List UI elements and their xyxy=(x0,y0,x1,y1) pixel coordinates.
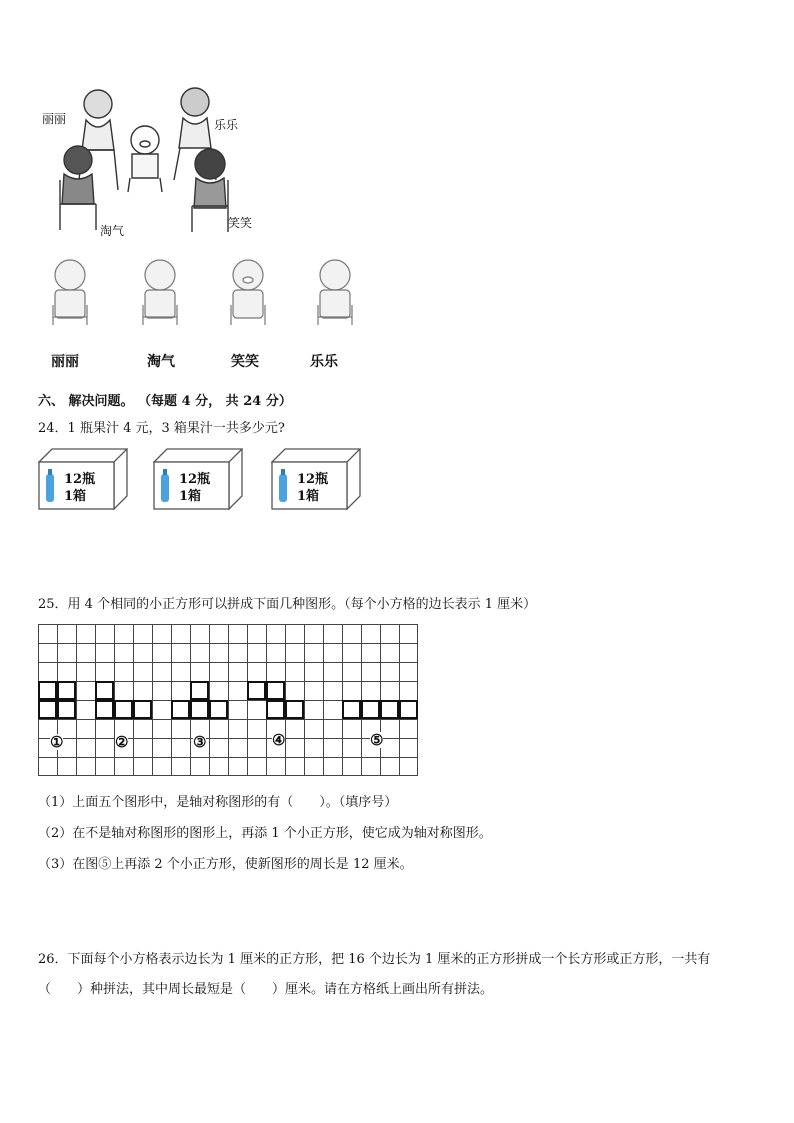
shape5-cell xyxy=(342,700,361,719)
box-label-cases: 1箱 xyxy=(64,489,87,504)
q25-text: 25．用 4 个相同的小正方形可以拼成下面几种图形。（每个小方格的边长表示 1 厘米） xyxy=(38,597,537,612)
q25-sub2: （2）在不是轴对称图形的图形上，再添 1 个小正方形，使它成为轴对称图形。 xyxy=(38,826,492,841)
bottle-icon xyxy=(161,474,169,502)
section-title: 六、 解决问题。 （每题 4 分， 共 24 分） xyxy=(38,394,292,409)
q25-sub3: （3）在图⑤上再添 2 个小正方形，使新图形的周长是 12 厘米。 xyxy=(38,857,413,872)
shape-number-4: ④ xyxy=(272,731,286,749)
box-label-bottles: 12瓶 xyxy=(297,472,329,487)
box-label-bottles: 12瓶 xyxy=(64,472,96,487)
q24-text: 24．1 瓶果汁 4 元，3 箱果汁一共多少元? xyxy=(38,421,285,436)
view-label-1: 丽丽 xyxy=(51,354,79,370)
view-label-3: 笑笑 xyxy=(231,354,259,370)
name-xiaoxiao: 笑笑 xyxy=(228,216,253,230)
juice-box-3 xyxy=(271,448,361,510)
scene-illustration xyxy=(40,80,270,240)
shape5-cell xyxy=(380,700,399,719)
shape3-cell xyxy=(209,700,228,719)
pig-view-drawings xyxy=(45,255,375,330)
box-label-bottles: 12瓶 xyxy=(179,472,211,487)
q25-sub1: （1）上面五个图形中，是轴对称图形的有（ ）。（填序号） xyxy=(38,795,398,810)
bottle-icon xyxy=(46,474,54,502)
shape2-cell xyxy=(133,700,152,719)
juice-box-1 xyxy=(38,448,128,510)
shape1-cell xyxy=(38,681,57,700)
box-label-cases: 1箱 xyxy=(179,489,202,504)
pig-views xyxy=(45,255,375,375)
shape1-cell xyxy=(57,681,76,700)
box-label-cases: 1箱 xyxy=(297,489,320,504)
shape4-cell xyxy=(266,681,285,700)
shape5-cell xyxy=(399,700,418,719)
shape3-cell xyxy=(190,681,209,700)
shape2-cell xyxy=(95,681,114,700)
name-lele: 乐乐 xyxy=(214,118,239,132)
shape4-cell xyxy=(266,700,285,719)
name-lili: 丽丽 xyxy=(42,112,67,126)
shape2-cell xyxy=(95,700,114,719)
shape2-cell xyxy=(114,700,133,719)
q26-line1: 26．下面每个小方格表示边长为 1 厘米的正方形，把 16 个边长为 1 厘米的正方形拼成一个长方形或正方形，一共有 xyxy=(38,952,711,967)
shape5-cell xyxy=(361,700,380,719)
shape1-cell xyxy=(38,700,57,719)
name-taoqi: 淘气 xyxy=(100,224,125,238)
shape3-cell xyxy=(190,700,209,719)
juice-box-2 xyxy=(153,448,243,510)
shape3-cell xyxy=(171,700,190,719)
shape4-cell xyxy=(247,681,266,700)
view-label-2: 淘气 xyxy=(147,354,175,370)
q26-line2: （ ）种拼法，其中周长最短是（ ）厘米。请在方格纸上画出所有拼法。 xyxy=(38,982,494,997)
shape-number-3: ③ xyxy=(193,733,207,751)
shape4-cell xyxy=(285,700,304,719)
view-label-4: 乐乐 xyxy=(310,354,338,370)
shape-number-2: ② xyxy=(115,733,129,751)
shape-number-1: ① xyxy=(50,733,64,751)
shape-number-5: ⑤ xyxy=(370,731,384,749)
bottle-icon xyxy=(279,474,287,502)
square-grid xyxy=(38,624,418,776)
shape1-cell xyxy=(57,700,76,719)
